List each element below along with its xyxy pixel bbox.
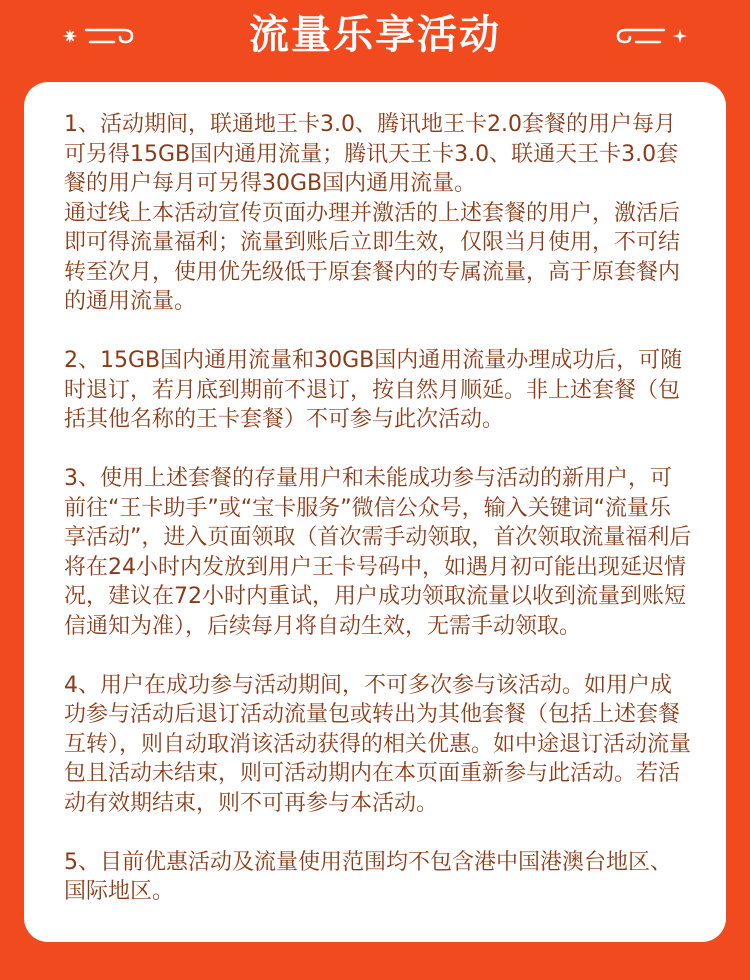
page-header — [0, 0, 750, 82]
rule-paragraph-2: 2、15GB国内通用流量和30GB国内通用流量办理成功后，可随时退订，若月底到期前不退订，按自然月顺延。非上述套餐（包括其他名称的王卡套餐）不可参与此次活动。 — [64, 348, 683, 432]
page-title: 流量乐享活动 — [249, 12, 501, 58]
rule-paragraph-4: 4、用户在成功参与活动期间，不可多次参与该活动。如用户成功参与活动后退订活动流量包或转出为其他套餐（包括上述套餐互转），则自动取消该活动获得的相关优惠。如中途退订活动流量包且活动未结束，则可活动期内在本页面重新参与此活动。若活动有效期结束，则不可再参与本活动。 — [64, 672, 692, 816]
rule-paragraph-1: 1、活动期间，联通地王卡3.0、腾讯地王卡2.0套餐的用户每月可另得15GB国内通用流量；腾讯天王卡3.0、联通天王卡3.0套餐的用户每月可另得30GB国内通用流量。 — [64, 112, 679, 196]
rule-paragraph-5: 5、目前优惠活动及流量使用范围均不包含港中国港澳台地区、国际地区。 — [64, 849, 672, 904]
rules-card — [24, 82, 726, 942]
rule-paragraph-3: 3、使用上述套餐的存量用户和未能成功参与活动的新用户，可前往“王卡助手”或“宝卡服务”微信公众号，输入关键词“流量乐享活动”，进入页面领取（首次需手动领取，首次领取流量福利后将在24小时内发放到用户王卡号码中，如遇月初可能出现延迟情况，建议在72小时内重试，用户成功领取流量以收到流量到账短信通知为准），后续每月将自动生效，无需手动领取。 — [64, 466, 692, 639]
cloud-sparkle-icon — [608, 16, 688, 56]
rule-paragraph-1-detail: 通过线上本活动宣传页面办理并激活的上述套餐的用户，激活后即可得流量福利；流量到账后立即生效，仅限当月使用，不可结转至次月，使用优先级低于原套餐内的专属流量，高于原套餐内的通用流量。 — [64, 200, 681, 314]
